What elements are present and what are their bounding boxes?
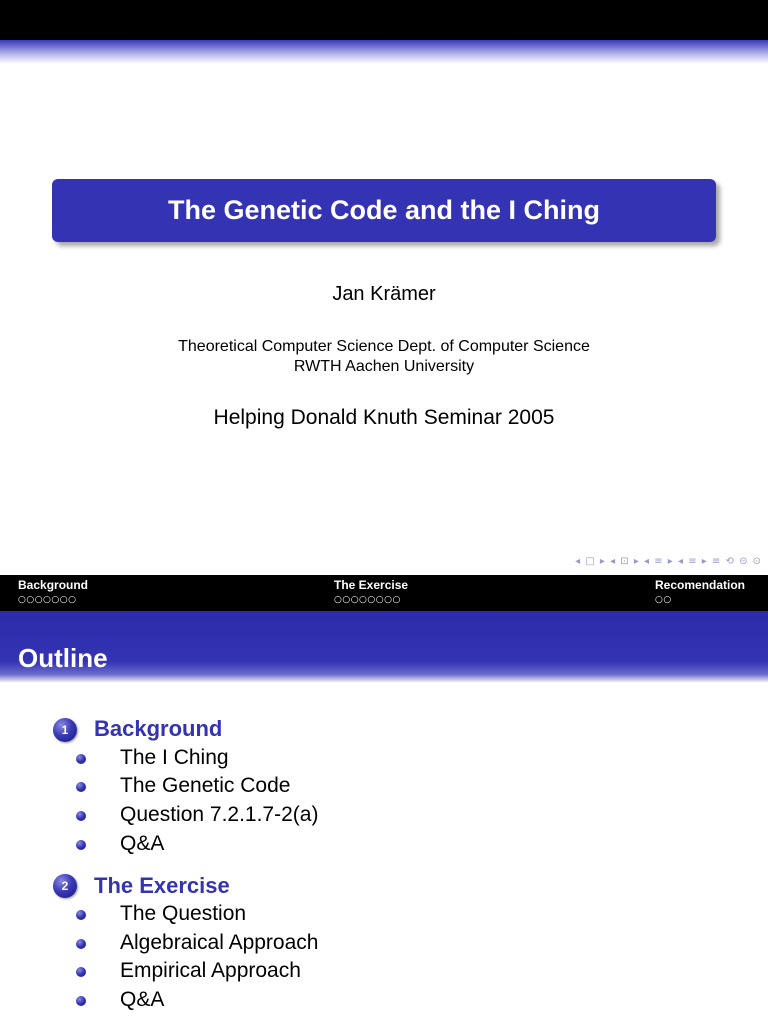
top-bar-shade [0, 40, 768, 64]
institute [0, 337, 768, 377]
bullet-icon [76, 811, 86, 821]
bullet-icon [76, 782, 86, 792]
nav-section-background[interactable]: Background [18, 578, 89, 592]
outline-section-title[interactable]: The Exercise [94, 873, 230, 898]
section-number-badge: 1 [53, 718, 77, 742]
navigation-symbols[interactable]: ◂ □ ▸ ◂ ⊡ ▸ ◂ ≡ ▸ ◂ ≡ ▸ ≡ ⟲ ⊝ ⊙ [575, 556, 762, 567]
outline-item-text: Question 7.2.1.7-2(a) [120, 803, 319, 826]
nav-dots-recomendation[interactable]: ○○ [655, 595, 672, 605]
institute-line-1: Theoretical Computer Science Dept. of Computer Science [178, 338, 590, 355]
bullet-icon [76, 754, 86, 764]
outline-item-text: Algebraical Approach [120, 931, 319, 954]
nav-dots-background[interactable]: ○○○○○○○ [18, 595, 77, 605]
headline-navigation [0, 575, 768, 611]
bullet-icon [76, 910, 86, 920]
outline-item-text: The Genetic Code [120, 774, 291, 797]
event-name: Helping Donald Knuth Seminar 2005 [213, 406, 555, 429]
outline-item-text: The I Ching [120, 746, 229, 769]
title-box [52, 179, 716, 242]
nav-section-exercise[interactable]: The Exercise [334, 578, 409, 592]
bullet-icon [76, 967, 86, 977]
frame-title-bar [0, 611, 768, 683]
institute-line-2: RWTH Aachen University [293, 358, 475, 375]
nav-section-recomendation[interactable]: Recomendation [655, 578, 746, 592]
bullet-icon [76, 996, 86, 1006]
author-name: Jan Krämer [332, 283, 436, 305]
outline-item-text: The Question [120, 902, 247, 925]
outline-section-title[interactable]: Background [94, 716, 223, 741]
bullet-icon [76, 939, 86, 949]
frame-title: Outline [18, 643, 108, 673]
nav-dots-exercise[interactable]: ○○○○○○○○ [334, 595, 401, 605]
outline-item-text: Q&A [120, 832, 165, 855]
presentation-title: The Genetic Code and the I Ching [167, 195, 601, 225]
outline-item-text: Empirical Approach [120, 959, 301, 982]
bullet-icon [76, 840, 86, 850]
section-number-badge: 2 [53, 874, 77, 898]
outline-slide [0, 575, 768, 1024]
outline-item-text: Q&A [120, 988, 165, 1011]
top-bar [0, 0, 768, 40]
